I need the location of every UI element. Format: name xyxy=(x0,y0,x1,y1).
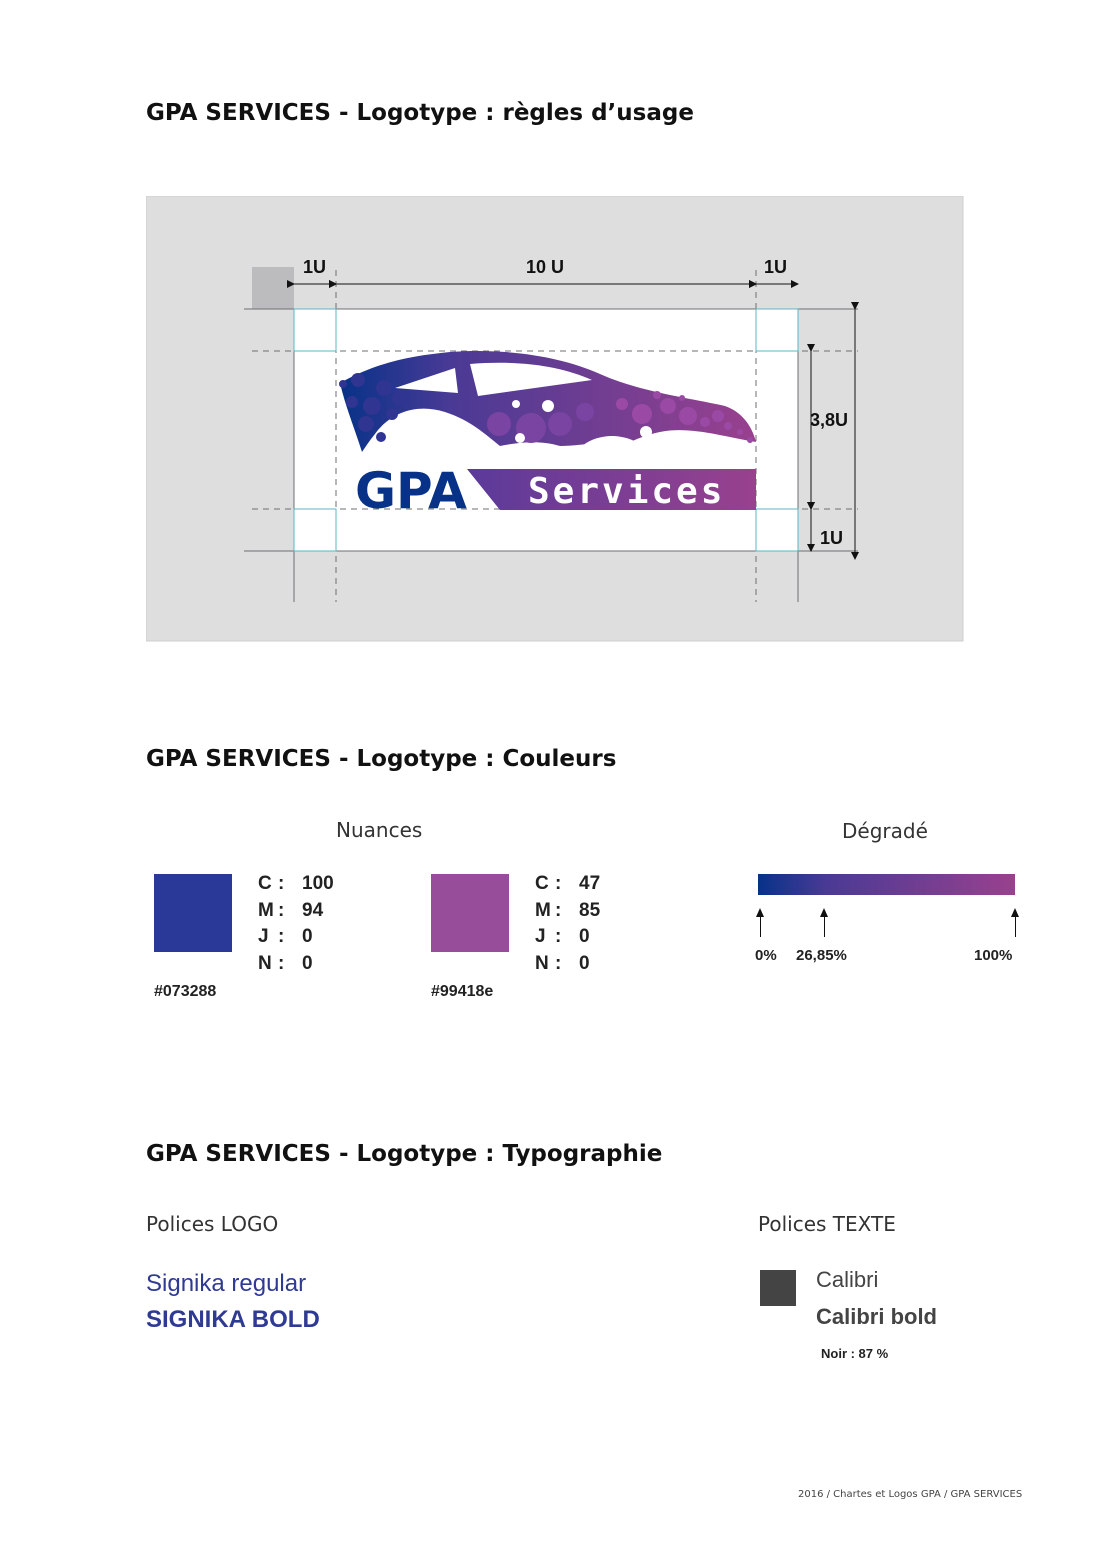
gradient-stop-26: 26,85% xyxy=(796,947,847,964)
color-swatch-blue xyxy=(154,874,232,952)
color-swatch-purple xyxy=(431,874,509,952)
dim-height: 3,8U xyxy=(810,410,849,430)
gradient-stop-0: 0% xyxy=(755,947,777,964)
gradient-stop-100: 100% xyxy=(974,947,1013,964)
nuances-label: Nuances xyxy=(336,818,423,842)
logo-fonts-label: Polices LOGO xyxy=(146,1212,279,1236)
logo-construction-diagram xyxy=(146,196,964,642)
font-sample-calibri: Calibri xyxy=(816,1267,879,1292)
dim-width: 10 U xyxy=(526,257,565,277)
hex-purple: #99418e xyxy=(431,983,494,1000)
text-color-swatch xyxy=(760,1270,796,1306)
noir-note: Noir : 87 % xyxy=(821,1346,889,1361)
hex-blue: #073288 xyxy=(154,983,217,1000)
font-sample-signika-bold: SIGNIKA BOLD xyxy=(146,1306,320,1333)
gradient-bar xyxy=(758,874,1015,895)
logo-gpa-text: GPA xyxy=(355,462,467,520)
typography-section-title: GPA SERVICES - Logotype : Typographie xyxy=(146,1141,663,1167)
dim-right-margin: 1U xyxy=(764,257,788,277)
colors-section-title: GPA SERVICES - Logotype : Couleurs xyxy=(146,746,617,772)
unit-square xyxy=(252,267,294,309)
dim-left-margin: 1U xyxy=(303,257,327,277)
text-fonts-label: Polices TEXTE xyxy=(758,1212,896,1236)
degrade-label: Dégradé xyxy=(842,819,928,843)
logo-services-text: Services xyxy=(528,471,726,512)
dim-bottom-margin: 1U xyxy=(820,528,844,548)
font-sample-signika-regular: Signika regular xyxy=(146,1270,307,1297)
page-footer: 2016 / Chartes et Logos GPA / GPA SERVICES xyxy=(798,1489,1023,1500)
cmyk-values-blue: C : 100 M : 94 J : 0 N : 0 xyxy=(258,873,334,974)
cmyk-values-purple: C : 47 M : 85 J : 0 N : 0 xyxy=(535,873,601,974)
font-sample-calibri-bold: Calibri bold xyxy=(816,1304,937,1329)
usage-section-title: GPA SERVICES - Logotype : règles d’usage xyxy=(146,100,694,126)
